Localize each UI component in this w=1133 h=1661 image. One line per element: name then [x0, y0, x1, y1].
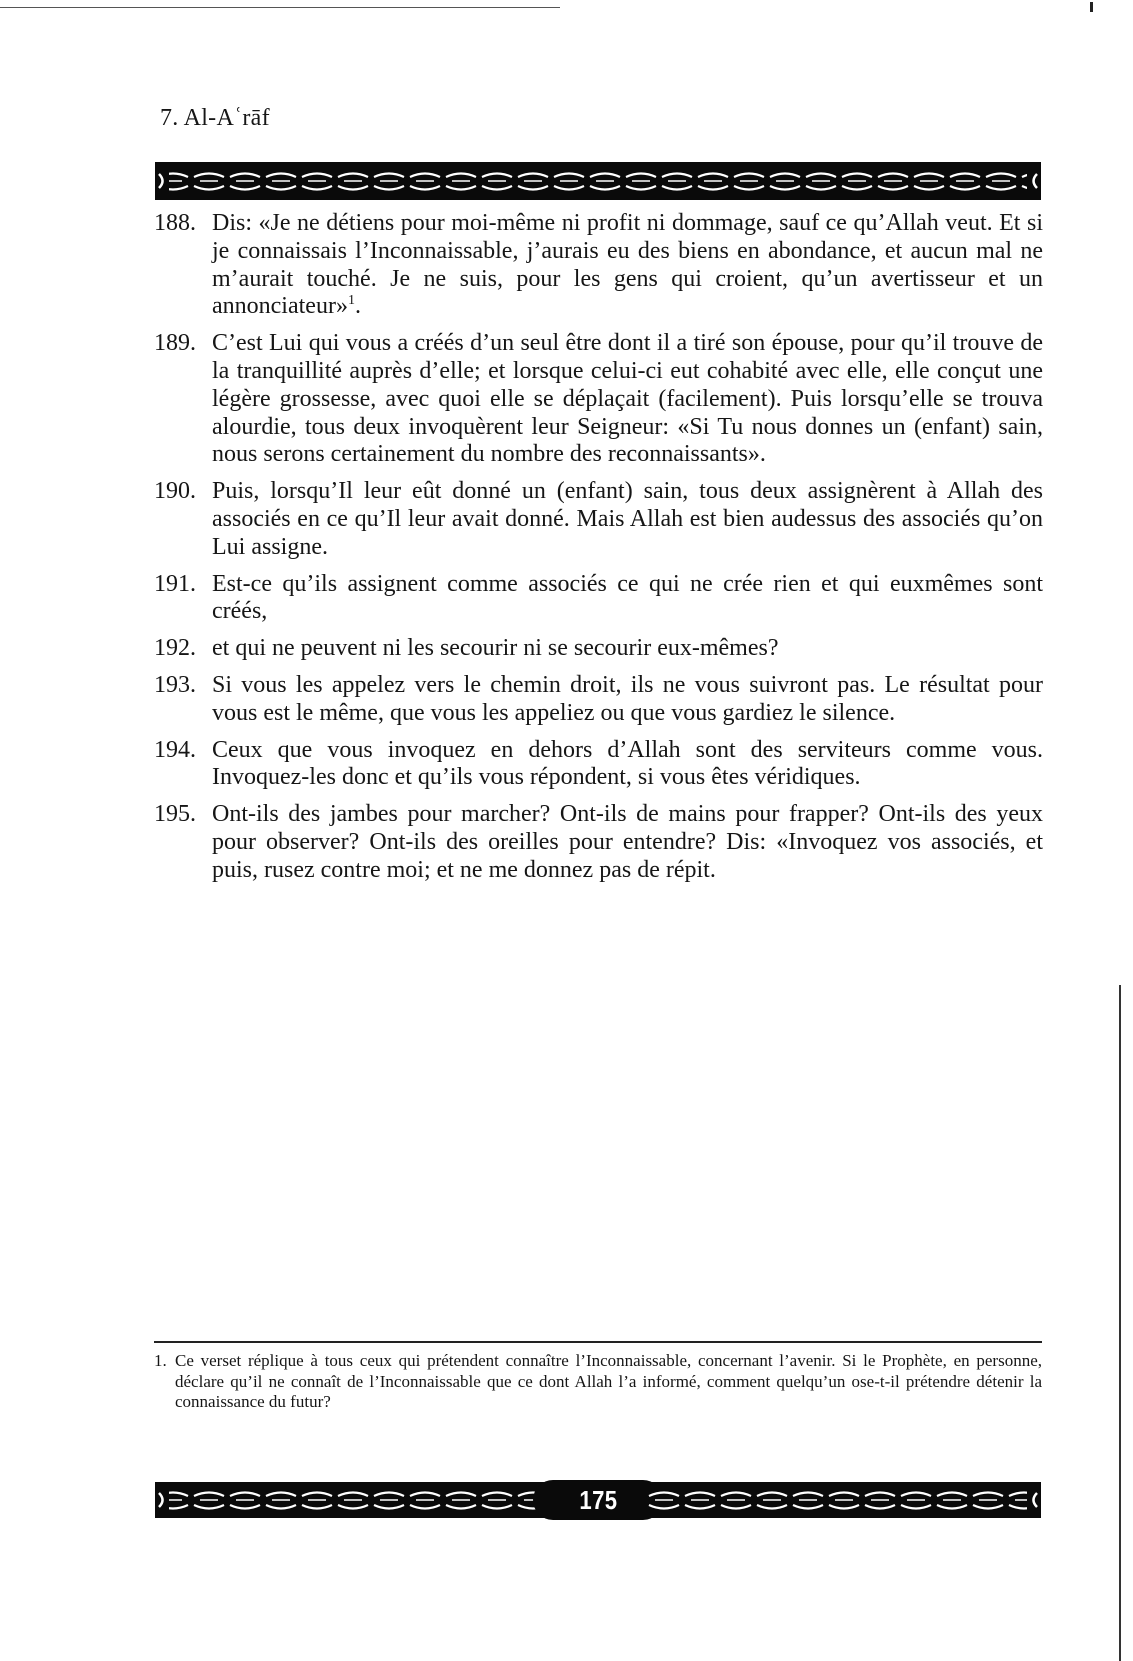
verse-189	[154, 330, 1043, 469]
corner-mark	[1090, 2, 1093, 12]
verse-194	[154, 737, 1043, 793]
verse-195	[154, 801, 1043, 884]
ornamental-band-bottom-left	[155, 1482, 550, 1518]
verse-192	[154, 635, 1043, 663]
verse-191	[154, 571, 1043, 627]
verse-number: 193.	[154, 671, 196, 698]
page-footer	[155, 1480, 1041, 1520]
verse-text: Si vous les appelez vers le chemin droit, ils ne vous suivront pas. Le résultat pour vous est le même, que vous les appeliez ou que vous gardiez le silence.	[212, 671, 1043, 726]
verse-text: Ceux que vous invoquez en dehors d’Allah sont des serviteurs comme vous. Invoquez-les donc et qu’ils vous répondent, si vous êtes véridiques.	[212, 736, 1043, 791]
footnote-ref: 1	[347, 293, 355, 309]
verse-number: 188.	[154, 210, 196, 236]
page-edge-line	[1119, 985, 1121, 1661]
footnote	[154, 1351, 1042, 1413]
verse-text: Est-ce qu’ils assignent comme associés ce qui ne crée rien et qui euxmêmes sont créés,	[212, 570, 1043, 625]
page-number: 175	[578, 1484, 618, 1515]
verse-text: et qui ne peuvent ni les secourir ni se secourir eux-mêmes?	[212, 635, 779, 662]
verse-number: 190.	[154, 478, 196, 505]
footnote-number: 1.	[154, 1351, 167, 1370]
verse-193	[154, 672, 1043, 728]
page-number-badge	[533, 1480, 663, 1520]
verse-list	[154, 210, 1043, 894]
verse-number: 189.	[154, 330, 196, 357]
footnote-text: Ce verset réplique à tous ceux qui prétendent connaître l’Inconnaissable, concernant l’avenir. Si le Prophète, en personne, déclare qu’il ne connaît de l’Inconnaissable que ce dont Allah l’a informé, comment quelqu’un ose-t-il prétendre détenir la connaissance du futur?	[175, 1351, 1042, 1411]
verse-number: 192.	[154, 635, 196, 662]
verse-text: Ont-ils des jambes pour marcher? Ont-ils de mains pour frapper? Ont-ils des yeux pour observer? Ont-ils des oreilles pour entendre? Dis: «Invoquez vos associés, et puis, rusez contre moi; et ne me donnez pas de répit.	[212, 801, 1043, 883]
verse-text: C’est Lui qui vous a créés d’un seul être dont il a tiré son épouse, pour qu’il trouve de la tranquillité auprès d’elle; et lorsque celui-ci eut cohabité avec elle, elle conçut une légère grossesse, avec quoi elle se déplaçait (facilement). Puis lorsqu’elle se trouva alourdie, tous deux invoquèrent leur Seigneur: «Si Tu nous donnes un (enfant) sain, nous serons certainement du nombre des reconnaissants».	[212, 330, 1043, 468]
verse-190	[154, 478, 1043, 561]
verse-text: Dis: «Je ne détiens pour moi-même ni profit ni dommage, sauf ce qu’Allah veut. Et si je connaissais l’Inconnaissable, j’aurais eu des biens en abondance, et aucun mal ne m’aurait touché. Je ne suis, pour les gens qui croient, qu’un avertisseur et un annonciateur»$^1$.	[212, 210, 1043, 320]
ornamental-band-top	[155, 162, 1041, 200]
footnote-divider	[154, 1341, 1042, 1343]
verse-number: 194.	[154, 736, 196, 763]
verse-number: 191.	[154, 570, 196, 597]
verse-number: 195.	[154, 801, 196, 828]
top-scan-rule	[0, 7, 560, 8]
verse-text: Puis, lorsqu’Il leur eût donné un (enfant) sain, tous deux assignèrent à Allah des associés en ce qu’Il leur avait donné. Mais Allah est bien audessus des associés qu’on Lui assigne.	[212, 478, 1043, 560]
chapter-header: 7. Al-Aʿrāf	[160, 105, 270, 131]
verse-188	[154, 210, 1043, 321]
ornamental-band-bottom-right	[646, 1482, 1041, 1518]
